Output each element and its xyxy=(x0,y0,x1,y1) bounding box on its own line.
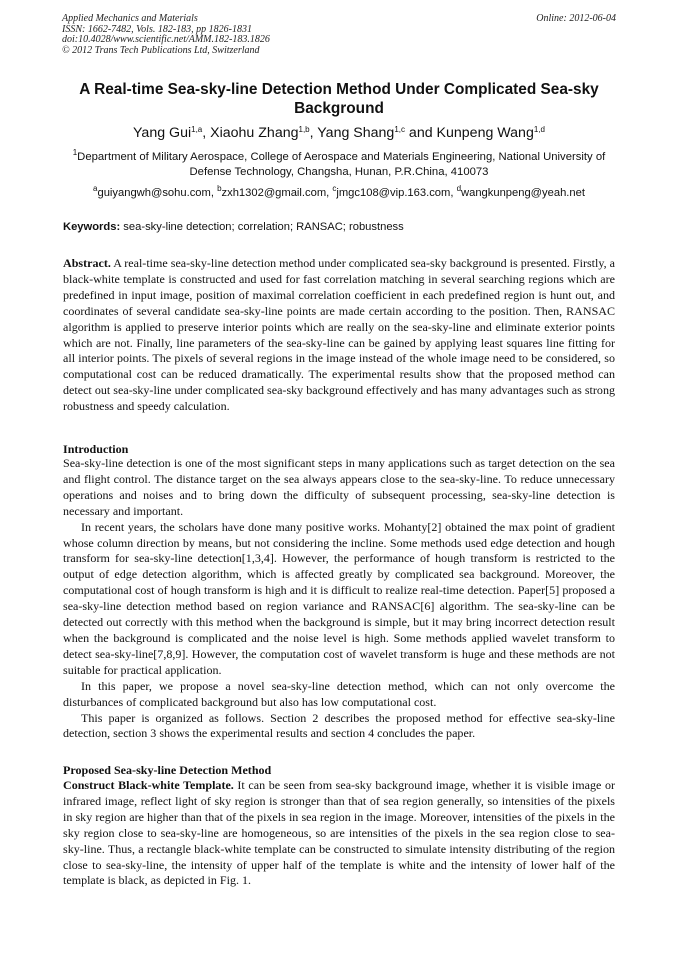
abstract xyxy=(63,256,615,415)
introduction-heading: Introduction xyxy=(63,442,129,456)
keywords xyxy=(63,220,615,234)
paragraph: Sea-sky-line detection is one of the most significant steps in many applications such as target detection on the sea and flight control. The distance target on the sea always appears close to the sea-sky-line. To reduce unnecessary operations and noises and to bring down the difficulty of subsequent processing, sea-sky-line detection is necessary and important. xyxy=(63,456,615,518)
copyright-line: © 2012 Trans Tech Publications Ltd, Switzerland xyxy=(62,44,260,56)
author-name: Kunpeng Wang xyxy=(436,125,534,141)
affiliation-mark: 1 xyxy=(72,148,78,157)
author-affiliation-mark: 1,a xyxy=(191,125,203,134)
email-mark: a xyxy=(93,184,98,193)
email-link[interactable]: guiyangwh@sohu.com xyxy=(97,187,211,199)
paragraph: This paper is organized as follows. Section 2 describes the proposed method for effective sea-sky-line detection, section 3 shows the experimental results and section 4 concludes the paper. xyxy=(63,710,615,741)
author-name: Yang Shang xyxy=(317,125,395,141)
affiliation-text: Department of Military Aerospace, College of Aerospace and Materials Engineering, National University of Defense Technology, Changsha, Hunan, P.R.China, 410073 xyxy=(77,151,606,178)
paragraph: In recent years, the scholars have done many positive works. Mohanty[2] obtained the max point of gradient whose column direction by means, but not considering the incline. Some methods used edge detection and hough transform for sea-sky-line detection[1,3,4]. However, the performance of hough transform is restricted to the output of edge detection algorithm, which is affected greatly by complicated sea background. Moreover, the computational cost of hough transform is high and it is difficult to realize real-time detection. Paper[5] proposed a sea-sky-line detection method based on region variance and RANSAC[6] algorithm. The sea-sky-line can be detected out correctly with this method when the background is simple, but it may bring incorrect detection result when the background is complicated and the noise level is high. Some methods applied wavelet transform to detect sea-sky-line[7,8,9]. However, the computation cost of wavelet transform is huge and these methods are not suitable for practical application. xyxy=(63,519,615,677)
introduction-body xyxy=(63,456,615,742)
email-link[interactable]: zxh1302@gmail.com xyxy=(221,187,327,199)
author-affiliation-mark: 1,b xyxy=(298,125,310,134)
method-heading: Proposed Sea-sky-line Detection Method xyxy=(63,763,272,777)
keywords-label: Keywords: xyxy=(63,221,121,233)
author-affiliation-mark: 1,d xyxy=(533,125,545,134)
email-link[interactable]: jmgc108@vip.163.com xyxy=(336,187,451,199)
paragraph: In this paper, we propose a novel sea-sky-line detection method, which can not only overcome the disturbances of complicated background but also has low computational cost. xyxy=(63,678,615,709)
email-mark: b xyxy=(217,184,222,193)
issn-line: ISSN: 1662-7482, Vols. 182-183, pp 1826-1831 xyxy=(62,23,252,35)
author-affiliation-mark: 1,c xyxy=(394,125,405,134)
abstract-label: Abstract. xyxy=(63,256,111,270)
email-mark: c xyxy=(332,184,337,193)
email-link[interactable]: wangkunpeng@yeah.net xyxy=(461,187,585,199)
method-body xyxy=(63,778,615,889)
doi-line: doi:10.4028/www.scientific.net/AMM.182-183.1826 xyxy=(62,34,270,45)
author-separator: and xyxy=(404,125,437,141)
author-separator: , xyxy=(202,125,211,141)
author-name: Yang Gui xyxy=(133,125,192,141)
affiliation xyxy=(60,150,618,180)
author-name: Xiaohu Zhang xyxy=(210,125,299,141)
journal-name: Applied Mechanics and Materials xyxy=(62,13,198,24)
author-list xyxy=(40,124,638,142)
email-list: $^a$guiyangwh@sohu.com, $^b$zxh1302@gmail.com, $^c$jmgc108@vip.163.com, $^d$wangkunpeng@yeah.net xyxy=(93,184,585,199)
journal-header xyxy=(62,14,616,56)
keywords-text: sea-sky-line detection; correlation; RANSAC; robustness xyxy=(120,221,404,233)
method-text: It can be seen from sea-sky background image, whether it is visible image or infrared image, reflect light of sky region is stronger than that of sea region generally, so intensities of the pixels in sky region are higher than that of the pixels in sea region in the image. Moreover, intensities of the pixels in the sky region close to sea-sky-line are homogeneous, so are intensities of the pixels in the sea region close to sea-sky-line. Thus, a rectangle black-white template can be constructed to simulate intensity distributing of the region close to sea-sky-line, the intensity of upper half of the template is white and the intensity of lower half of the template is black, as depicted in Fig. 1. xyxy=(63,778,615,888)
paper-title: A Real-time Sea-sky-line Detection Method Under Complicated Sea-sky Background xyxy=(79,81,599,117)
email-mark: d xyxy=(456,184,462,193)
abstract-text: A real-time sea-sky-line detection method under complicated sea-sky background is presented. Firstly, a black-white template is constructed and used for fast correlation matching in several searching regions which are predefined in input image, position of maximal correlation coefficient in each predefined region is hunt out, and coordinates of several candidate sea-sky-line points are made certain according to the position. Then, RANSAC algorithm is applied to preserve interior points which are really on the sea-sky-line and eliminate exterior points which are not. Finally, line parameters of the sea-sky-line can be gained by applying least squares line fitting for all interior points. The pixels of several regions in the image instead of the whole image need to be considered, so computational cost can be reduced dramatically. The experimental results show that the proposed method can detect out sea-sky-line under complicated sea-sky background effectively and has many advantages such as strong robustness and speedy calculation. xyxy=(63,256,615,414)
method-subheading: Construct Black-white Template. xyxy=(63,778,234,792)
online-date: Online: 2012-06-04 xyxy=(536,13,616,24)
author-separator: , xyxy=(309,125,318,141)
